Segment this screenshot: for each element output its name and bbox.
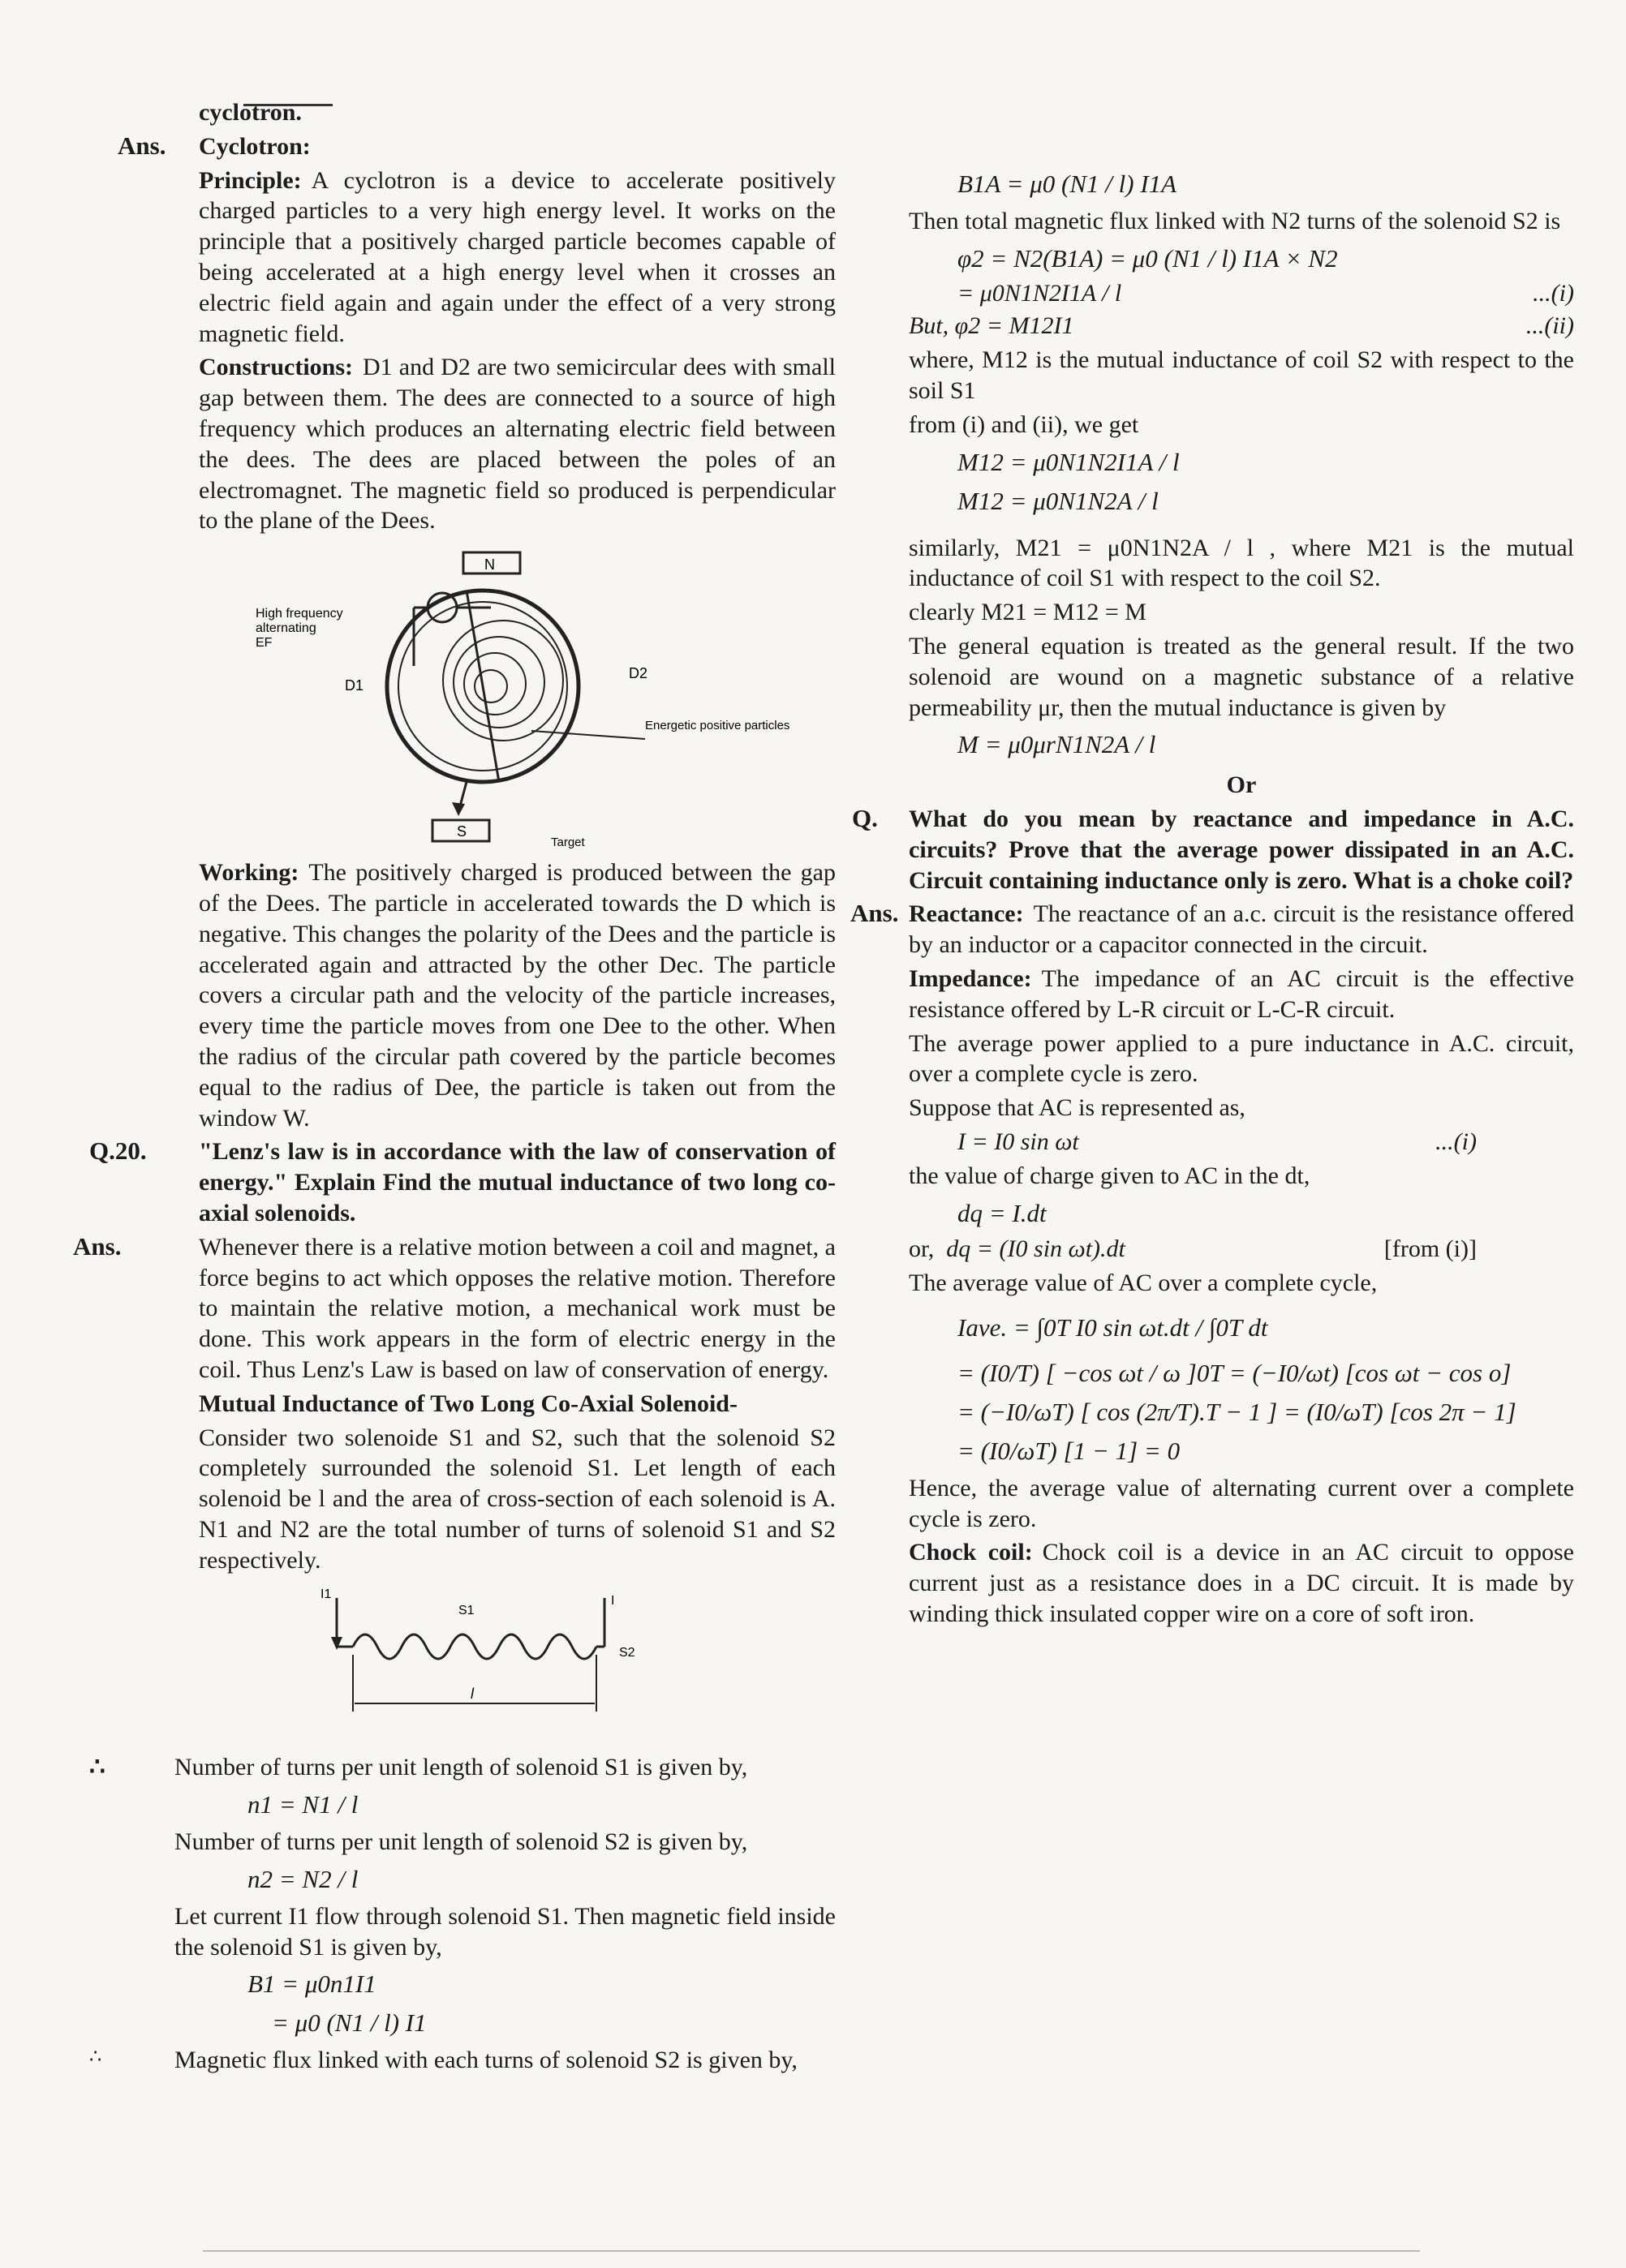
chock-text: Chock coil is a device in an AC circuit to oppose current just as a resistance does in a DC circuit. It is made by winding thick insulated copper wire on a core of soft iron. xyxy=(909,1539,1574,1627)
exit-path xyxy=(531,731,645,739)
question-20 xyxy=(89,1136,836,1228)
therefore-2: ∴ xyxy=(89,2047,102,2068)
hence-text: Hence, the average value of alternating current over a complete cycle is zero. xyxy=(909,1474,1574,1532)
similarly-text: similarly, M21 = μ0N1N2A / l , where M21 is the mutual inductance of coil S1 with respect to the coil S2. xyxy=(909,534,1574,592)
mutual-heading: Mutual Inductance of Two Long Co-Axial Solenoid- xyxy=(199,1390,738,1417)
ans3-label: Ans. xyxy=(850,899,899,928)
bottom-rule xyxy=(203,2250,1420,2252)
but-equation-row xyxy=(909,312,1574,340)
turns-s2-text: Number of turns per unit length of solenoid S2 is given by, xyxy=(174,1828,748,1856)
principle-label: Principle: xyxy=(199,166,302,194)
answer-reactance xyxy=(850,899,1574,1629)
i1-label: I1 xyxy=(320,1587,332,1602)
ans-label: Ans. xyxy=(118,131,166,160)
construction-paragraph xyxy=(199,352,836,536)
cyclotron-title: Cyclotron: xyxy=(199,132,311,160)
avg-power-text: The average power applied to a pure inductance in A.C. circuit, over a complete cycle is zero. xyxy=(909,1029,1574,1088)
m-equation: M = μ0μrN1N2A / l xyxy=(957,730,1156,759)
flux-text xyxy=(89,2045,836,2076)
hf-label-3: EF xyxy=(256,636,273,651)
answer-lenz xyxy=(73,1231,836,1745)
s2-label: S2 xyxy=(619,1646,635,1660)
reactance-text: The reactance of an a.c. circuit is the resistance offered by an inductor or a capacitor connected in the circuit. xyxy=(909,900,1574,959)
general-text: The general equation is treated as the general result. If the two solenoid are wound on a magnetic substance of a relative permeability μr, then the mutual inductance is given by xyxy=(909,632,1574,721)
reactance-label: Reactance: xyxy=(909,900,1024,928)
but-equation: But, φ2 = M12I1 xyxy=(909,312,1074,340)
flux-total-text: Then total magnetic flux linked with N2 turns of the solenoid S2 is xyxy=(909,207,1561,234)
b1-equation-2: = μ0 (N1 / l) I1 xyxy=(272,2008,427,2038)
construction-label: Constructions: xyxy=(199,354,354,381)
charge-text: the value of charge given to AC in the dt, xyxy=(909,1162,1310,1189)
reactance-paragraph xyxy=(909,899,1574,960)
n2-equation: n2 = N2 / l xyxy=(247,1864,359,1893)
dq-equation-2-text: dq = (I0 sin ωt).dt xyxy=(946,1235,1125,1262)
coil-winding xyxy=(353,1634,596,1659)
target-label: Target xyxy=(551,835,585,850)
where-text: where, M12 is the mutual inductance of coil S2 with respect to the soil S1 xyxy=(909,346,1574,405)
current-text: Let current I1 flow through solenoid S1. Then magnetic field inside the solenoid S1 is given by, xyxy=(174,1902,836,1961)
impedance-label: Impedance: xyxy=(909,964,1032,992)
chock-label: Chock coil: xyxy=(909,1539,1033,1566)
flux-text-content: Magnetic flux linked with each turns of solenoid S2 is given by, xyxy=(174,2047,798,2074)
step-1: = (I0/T) [ −cos ωt / ω ]0T = (−I0/ωt) [cos ωt − cos o] xyxy=(957,1359,1512,1388)
phi-equation-2-row xyxy=(957,280,1574,307)
chock-paragraph xyxy=(909,1537,1574,1629)
m12-equation-2: M12 = μ0N1N2A / l xyxy=(957,486,1159,515)
principle-text: A cyclotron is a device to accelerate positively charged particles to a very high energy level. It works on the principle that a positively charged particle becomes capable of being accelerated at a high energy level when it crosses an electric field again and again under the effect of a very strong magnetic field. xyxy=(199,166,836,347)
q20-label: Q.20. xyxy=(89,1136,147,1166)
n-pole-label: N xyxy=(484,556,495,573)
from-text: from (i) and (ii), we get xyxy=(909,411,1139,439)
right-column xyxy=(850,162,1574,1633)
eq-number-ii: ...(ii) xyxy=(1525,312,1574,340)
construction-text: D1 and D2 are two semicircular dees with small gap between them. The dees are connected to a source of high frequency which produces an alternating electric field between the dees. The dees are placed between the poles of an electromagnet. The magnetic field so produced is perpendicular to the plane of the Dees. xyxy=(199,354,836,535)
question-reactance xyxy=(852,803,1574,896)
dq-equation: dq = I.dt xyxy=(957,1198,1047,1227)
dee-gap xyxy=(467,591,499,782)
dq-equation-2 xyxy=(909,1235,1125,1263)
phi-equation-2: = μ0N1N2I1A / l xyxy=(957,280,1122,307)
i-equation-row xyxy=(957,1128,1477,1156)
principle-paragraph xyxy=(199,165,836,350)
d1-label: D1 xyxy=(345,677,364,694)
dq-equation-2-row xyxy=(909,1235,1477,1263)
n1-equation: n1 = N1 / l xyxy=(247,1790,359,1819)
turns-s1-text: Number of turns per unit length of solenoid S1 is given by, xyxy=(174,1754,748,1781)
working-paragraph xyxy=(199,857,836,1133)
d2-label: D2 xyxy=(629,665,648,682)
suppose-text: Suppose that AC is represented as, xyxy=(909,1094,1245,1122)
therefore-1: ∴ xyxy=(89,1752,105,1781)
heading-cyclotron: cyclotron. xyxy=(199,99,302,126)
lead-left-arrow xyxy=(331,1637,342,1650)
energetic-label: Energetic positive particles xyxy=(645,719,790,733)
orbit-1 xyxy=(475,670,507,702)
b1a-equation: B1A = μ0 (N1 / l) I1A xyxy=(957,170,1177,198)
hf-label-2: alternating xyxy=(256,621,316,636)
avg-ac-text: The average value of AC over a complete cycle, xyxy=(909,1269,1378,1296)
step-3: = (I0/ωT) [1 − 1] = 0 xyxy=(957,1436,1181,1465)
hf-label-1: High frequency xyxy=(256,607,343,621)
ans2-label: Ans. xyxy=(73,1231,122,1261)
cyclotron-diagram xyxy=(223,544,790,853)
s-pole-label: S xyxy=(457,823,467,840)
left-column xyxy=(73,97,836,2079)
eq-number-i: ...(i) xyxy=(1533,280,1574,307)
impedance-text: The impedance of an AC circuit is the effective resistance offered by L-R circuit or L-C-R circuit. xyxy=(909,964,1574,1023)
beam-arrowhead xyxy=(452,802,465,816)
solenoid-derivation xyxy=(89,1752,836,2075)
q-text: What do you mean by reactance and impedance in A.C. circuits? Prove that the average power dissipated in an A.C. Circuit containing inductance only is zero. What is a choke coil? xyxy=(909,805,1574,894)
iavg-equation: Iave. = ∫0T I0 sin ωt.dt / ∫0T dt xyxy=(957,1313,1268,1342)
impedance-paragraph xyxy=(909,964,1574,1025)
s1-label: S1 xyxy=(458,1604,475,1618)
ans2-text: Whenever there is a relative motion between a coil and magnet, a force begins to act which opposes the relative motion. Therefore to maintain the relative motion, a mechanical work must be done. This work appears in the form of electric energy in the coil. Thus Lenz's Law is based on law of conservation of energy. xyxy=(199,1233,836,1383)
working-label: Working: xyxy=(199,859,299,887)
orbit-2 xyxy=(464,653,526,715)
working-text: The positively charged is produced between the gap of the Dees. The particle in accelerated towards the D which is negative. This changes the polarity of the Dees and the particle is accelerated again and attracted by the other Dec. The particle covers a circular path and the velocity of the particle increases, every time the particle moves from one Dee to the other. When the radius of the circular path covered by the particle becomes equal to the radius of Dee, the particle is taken out from the window W. xyxy=(199,859,836,1132)
step-2: = (−I0/ωT) [ cos (2π/T).T − 1 ] = (I0/ωT) [cos 2π − 1] xyxy=(957,1398,1516,1427)
or-label: or, xyxy=(909,1235,935,1262)
solenoid-diagram xyxy=(296,1582,686,1744)
eq-number-i2: ...(i) xyxy=(1435,1128,1477,1155)
m12-equation: M12 = μ0N1N2I1A / l xyxy=(957,447,1180,476)
q-label: Q. xyxy=(852,803,878,832)
or-text: Or xyxy=(1226,771,1257,799)
clearly-text: clearly M21 = M12 = M xyxy=(909,599,1146,626)
q20-text: "Lenz's law is in accordance with the law of conservation of energy." Explain Find the mutual inductance of two long co-axial solenoids. xyxy=(199,1138,836,1226)
i-equation: I = I0 sin ωt xyxy=(957,1128,1079,1155)
phi-equation: φ2 = N2(B1A) = μ0 (N1 / l) I1A × N2 xyxy=(957,243,1338,273)
mutual-text: Consider two solenoide S1 and S2, such that the solenoid S2 completely surrounded the solenoid S1. Let length of each solenoid be l and the area of cross-section of each solenoid is A. N1 and N2 are the total number of turns of solenoid S1 and S2 respectively. xyxy=(199,1424,836,1574)
i-label: I xyxy=(611,1594,615,1609)
b1-equation: B1 = μ0n1I1 xyxy=(247,1969,376,1999)
from-i-label: [from (i)] xyxy=(1383,1235,1477,1262)
length-label: l xyxy=(471,1686,474,1703)
answer-cyclotron xyxy=(118,131,836,1134)
